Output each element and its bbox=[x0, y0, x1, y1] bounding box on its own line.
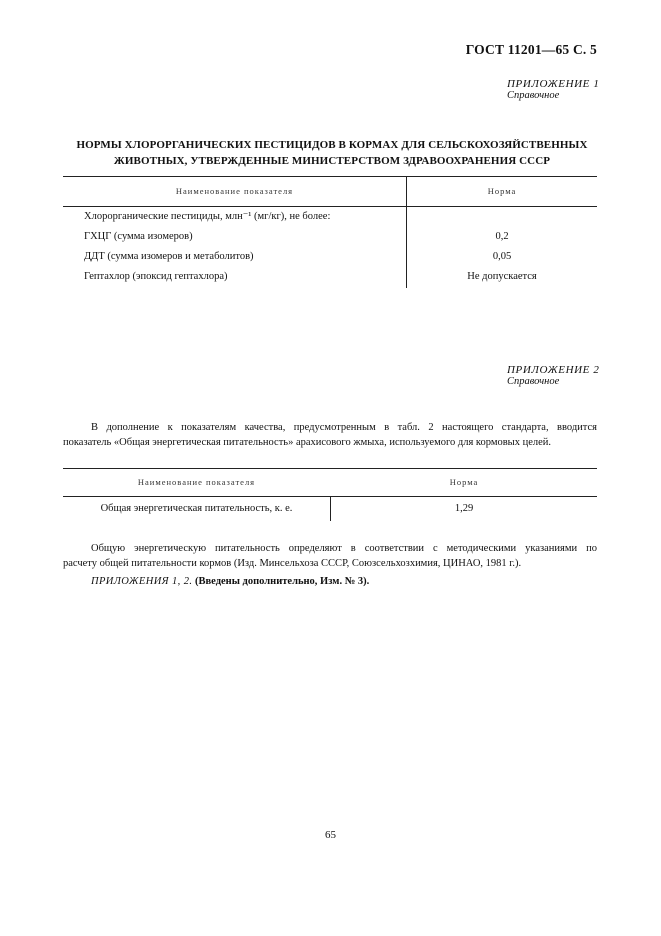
table-2-row-1-value: 1,29 bbox=[454, 503, 474, 514]
table-1-row-3-name: Гептахлор (эпоксид гептахлора) bbox=[84, 271, 228, 282]
appendix-2-title: ПРИЛОЖЕНИЕ 2 bbox=[507, 364, 600, 376]
table-1-header-name: Наименование показателя bbox=[175, 186, 294, 196]
appendix-2-intro-line-1: В дополнение к показателям качества, предусмотренным в табл. 2 настоящего стандарта, вводится bbox=[91, 422, 597, 433]
appendix-2-note-line-2: расчету общей питательности кормов (Изд. Минсельхоза СССР, Союзсельхозхимия, ЦИНАО, 1981 г.). bbox=[63, 558, 522, 569]
appendix-1-subtitle: Справочное bbox=[507, 90, 560, 101]
amendment-note-appendices: ПРИЛОЖЕНИЯ 1, 2. bbox=[91, 576, 193, 587]
appendix-1-title: ПРИЛОЖЕНИЕ 1 bbox=[507, 78, 600, 90]
table-1-row-1-value: 0,2 bbox=[495, 231, 509, 242]
table-1-row-1-name: ГХЦГ (сумма изомеров) bbox=[84, 231, 193, 242]
table-1-row-3-value: Не допускается bbox=[467, 271, 537, 282]
appendix-1-heading-line-1: НОРМЫ ХЛОРОРГАНИЧЕСКИХ ПЕСТИЦИДОВ В КОРМАХ ДЛЯ СЕЛЬСКОХОЗЯЙСТВЕННЫХ bbox=[76, 139, 588, 151]
appendix-1-heading bbox=[60, 137, 604, 169]
appendix-2-intro bbox=[63, 420, 597, 450]
appendix-2-note bbox=[63, 541, 597, 571]
table-2-header-name: Наименование показателя bbox=[137, 477, 256, 487]
table-2-row-1-name: Общая энергетическая питательность, к. е. bbox=[100, 503, 293, 514]
appendix-1-heading-line-2: ЖИВОТНЫХ, УТВЕРЖДЕННЫЕ МИНИСТЕРСТВОМ ЗДРАВООХРАНЕНИЯ СССР bbox=[113, 155, 551, 167]
table-2-top-rule bbox=[63, 468, 597, 469]
page-number: 65 bbox=[325, 829, 336, 841]
table-2-header-norm: Норма bbox=[449, 477, 479, 487]
amendment-note-text: (Введены дополнительно, Изм. № 3). bbox=[195, 576, 370, 587]
table-1-header-rule bbox=[63, 206, 597, 207]
appendix-2-label bbox=[507, 364, 600, 387]
table-1-group-label: Хлорорганические пестициды, млн⁻¹ (мг/кг), не более: bbox=[84, 211, 331, 222]
table-1-header-norm: Норма bbox=[487, 186, 517, 196]
table-1-top-rule bbox=[63, 176, 597, 177]
document-code: ГОСТ 11201—65 С. 5 bbox=[465, 42, 597, 57]
appendix-2-note-line-1: Общую энергетическую питательность определяют в соответствии с методическими указаниями по bbox=[91, 543, 597, 554]
table-1-row-2-value: 0,05 bbox=[492, 251, 512, 262]
appendix-1-label bbox=[507, 78, 600, 101]
table-1-row-2-name: ДДТ (сумма изомеров и метаболитов) bbox=[84, 251, 254, 262]
amendment-note bbox=[91, 576, 369, 587]
appendix-2-subtitle: Справочное bbox=[507, 376, 560, 387]
appendix-2-intro-line-2: показатель «Общая энергетическая питательность» арахисового жмыха, используемого для кормовых целей. bbox=[63, 437, 552, 448]
